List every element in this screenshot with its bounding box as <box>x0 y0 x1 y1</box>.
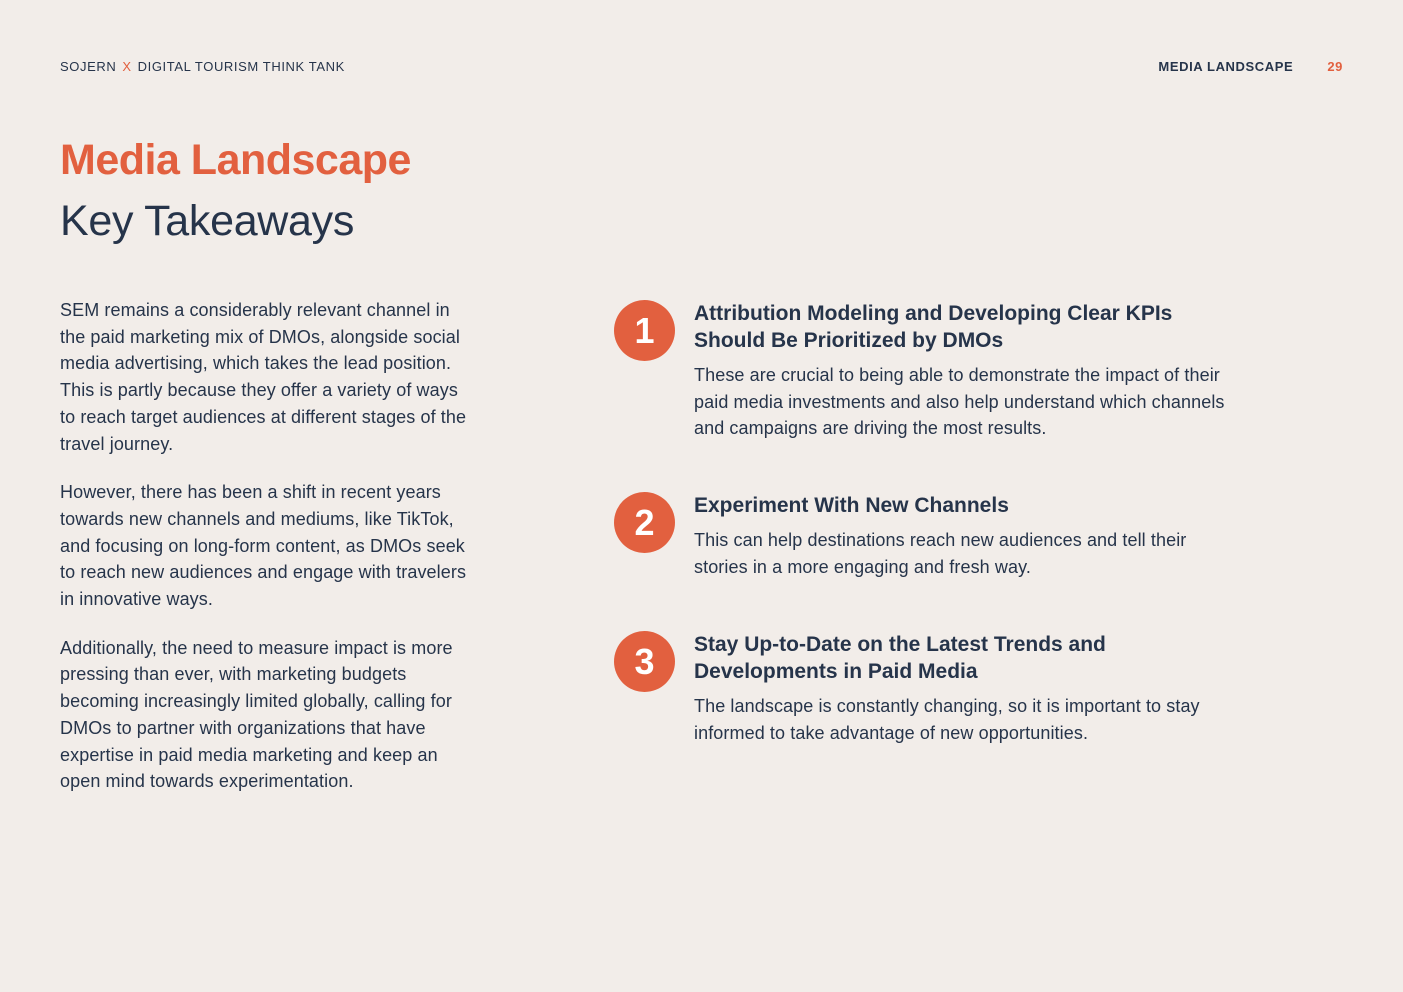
number-badge: 1 <box>614 300 675 361</box>
page-header <box>60 59 1343 77</box>
intro-paragraph: However, there has been a shift in recent years towards new channels and mediums, like TikTok, and focusing on long-form content, as DMOs seek to reach new audiences and engage with travelers in innovative ways. <box>60 482 467 610</box>
takeaway-text: The landscape is constantly changing, so it is important to stay informed to take advantage of new opportunities. <box>694 696 1200 743</box>
takeaway-content <box>694 492 1239 580</box>
takeaway-content <box>694 631 1239 746</box>
intro-paragraph: Additionally, the need to measure impact is more pressing than ever, with marketing budgets becoming increasingly limited globally, calling for DMOs to partner with organizations that have expertise in paid media marketing and keep an open mind towards experimentation. <box>60 637 453 792</box>
takeaway-heading: Experiment With New Channels <box>694 494 1009 517</box>
brand-separator: X <box>122 59 132 74</box>
takeaway-heading: Attribution Modeling and Developing Clear KPIs Should Be Prioritized by DMOs <box>694 302 1173 352</box>
section-indicator <box>1158 59 1343 74</box>
page-subtitle: Key Takeaways <box>60 197 355 245</box>
brand-line <box>60 59 345 74</box>
brand-sojern: SOJERN <box>60 59 117 74</box>
intro-column <box>60 297 470 817</box>
page-number: 29 <box>1327 59 1343 74</box>
section-label: MEDIA LANDSCAPE <box>1158 59 1294 74</box>
takeaway-text: These are crucial to being able to demonstrate the impact of their paid media investments and also help understand which channels and campaigns are driving the most results. <box>694 365 1225 439</box>
page-title: Media Landscape <box>60 136 411 184</box>
takeaway-heading: Stay Up-to-Date on the Latest Trends and Developments in Paid Media <box>694 633 1106 683</box>
number-badge: 2 <box>614 492 675 553</box>
brand-dttt: DIGITAL TOURISM THINK TANK <box>137 59 345 74</box>
takeaway-content <box>694 300 1239 442</box>
takeaway-text: This can help destinations reach new audiences and tell their stories in a more engaging and fresh way. <box>694 530 1187 577</box>
intro-paragraph: SEM remains a considerably relevant channel in the paid marketing mix of DMOs, alongside social media advertising, which takes the lead position. This is partly because they offer a variety of ways to reach target audiences at different stages of the travel journey. <box>60 300 467 454</box>
number-badge: 3 <box>614 631 675 692</box>
